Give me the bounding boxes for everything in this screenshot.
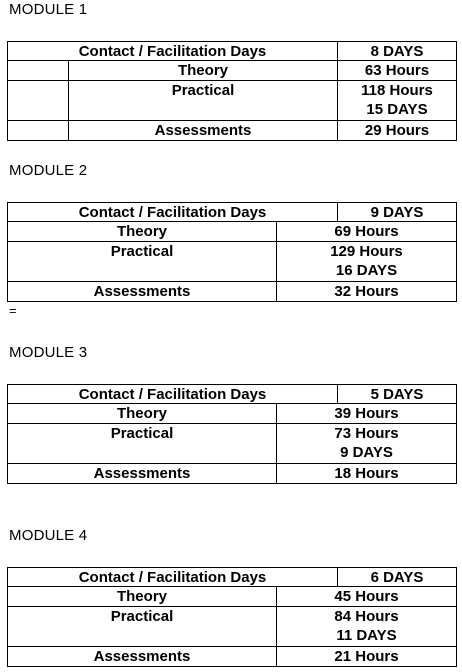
module-1-heading: MODULE 1 <box>9 1 88 18</box>
practical-value <box>276 423 457 464</box>
assessments-value: 21 Hours <box>276 646 457 667</box>
assessments-value: 32 Hours <box>276 281 457 302</box>
practical-days: 9 DAYS <box>340 444 393 461</box>
contact-days-label: Contact / Facilitation Days <box>7 567 338 587</box>
assessments-label: Assessments <box>7 463 277 484</box>
theory-value: 69 Hours <box>276 221 457 242</box>
theory-value: 39 Hours <box>276 403 457 424</box>
practical-hours: 129 Hours <box>330 243 403 260</box>
contact-days-label: Contact / Facilitation Days <box>7 41 338 61</box>
practical-hours: 73 Hours <box>334 425 399 442</box>
empty-cell <box>7 60 69 81</box>
assessments-value: 29 Hours <box>337 120 457 141</box>
contact-days-value: 8 DAYS <box>337 41 457 61</box>
contact-days-value: 6 DAYS <box>337 567 457 587</box>
theory-label: Theory <box>68 60 338 81</box>
theory-label: Theory <box>7 221 277 242</box>
practical-hours: 118 Hours <box>361 82 433 99</box>
practical-value <box>276 241 457 282</box>
contact-days-value: 5 DAYS <box>337 384 457 404</box>
practical-label: Practical <box>7 241 277 282</box>
contact-days-value: 9 DAYS <box>337 202 457 222</box>
practical-days: 11 DAYS <box>336 627 397 644</box>
module-2-heading: MODULE 2 <box>9 162 88 179</box>
practical-hours: 84 Hours <box>334 608 399 625</box>
theory-label: Theory <box>7 403 277 424</box>
module-4-heading: MODULE 4 <box>9 527 88 544</box>
assessments-label: Assessments <box>7 646 277 667</box>
stray-equals-mark: = <box>9 303 17 318</box>
module-2-table <box>7 202 457 302</box>
practical-days: 16 DAYS <box>335 262 398 279</box>
module-4-table <box>7 567 457 667</box>
assessments-value: 18 Hours <box>276 463 457 484</box>
contact-days-label: Contact / Facilitation Days <box>7 202 338 222</box>
module-1-table <box>7 41 457 141</box>
practical-value <box>276 606 457 647</box>
contact-days-label: Contact / Facilitation Days <box>7 384 338 404</box>
practical-days: 15 DAYS <box>366 101 428 118</box>
practical-label: Practical <box>68 80 338 121</box>
theory-value: 63 Hours <box>337 60 457 81</box>
assessments-label: Assessments <box>7 281 277 302</box>
practical-value <box>337 80 457 121</box>
practical-label: Practical <box>7 606 277 647</box>
practical-label: Practical <box>7 423 277 464</box>
assessments-label: Assessments <box>68 120 338 141</box>
module-3-heading: MODULE 3 <box>9 344 88 361</box>
theory-label: Theory <box>7 586 277 607</box>
empty-cell <box>7 120 69 141</box>
theory-value: 45 Hours <box>276 586 457 607</box>
empty-cell <box>7 80 69 121</box>
module-3-table <box>7 384 457 484</box>
